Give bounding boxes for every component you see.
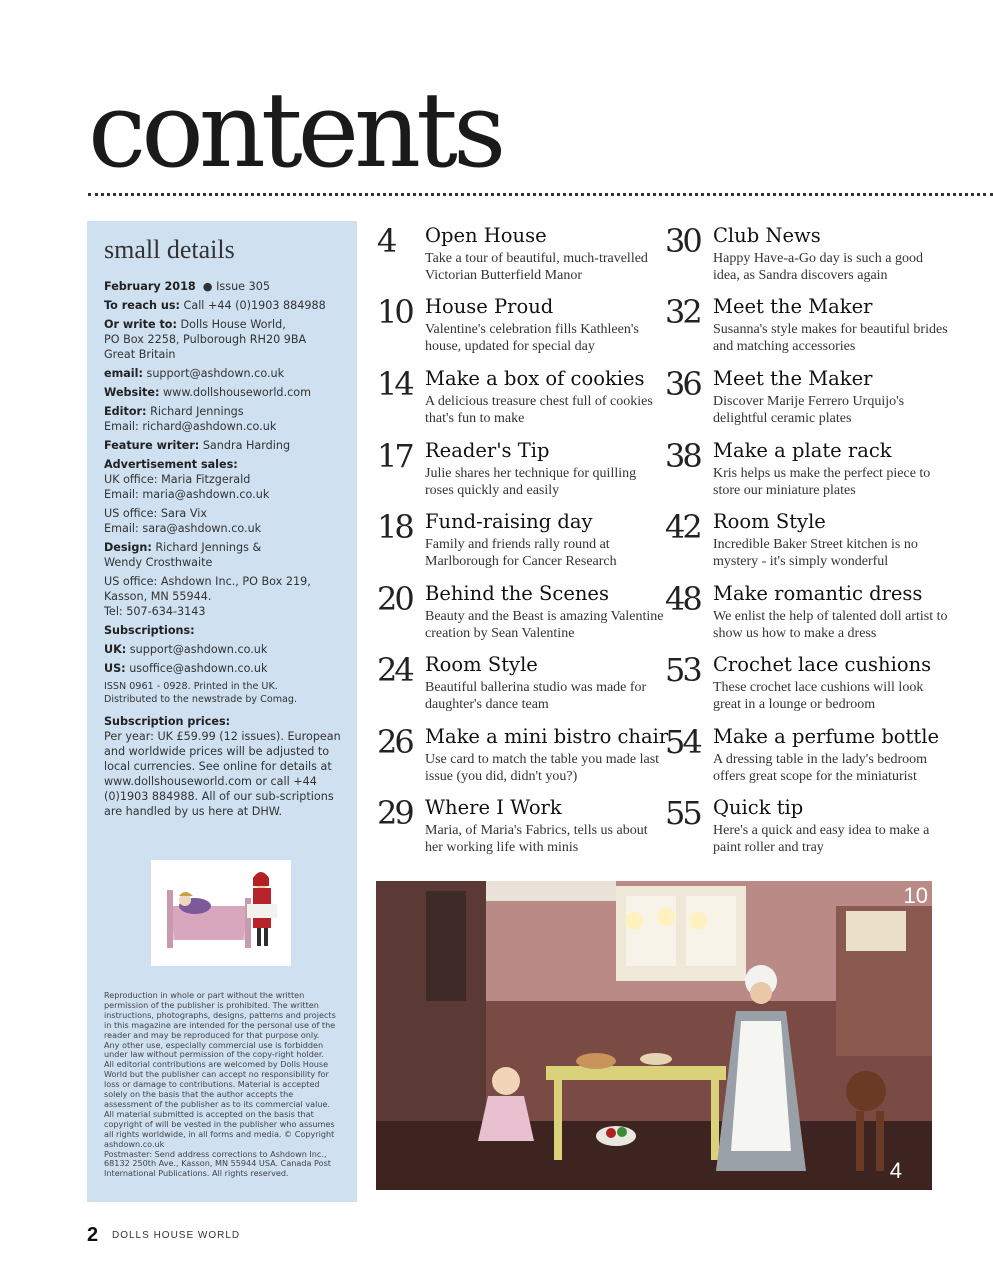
page-number: 54 bbox=[665, 723, 700, 761]
editor-name: Richard Jennings bbox=[150, 405, 244, 418]
address-line: PO Box 2258, Pulborough RH20 9BA bbox=[104, 333, 307, 346]
email-label: email: bbox=[104, 367, 143, 380]
page-number: 53 bbox=[665, 651, 700, 689]
kitchen-scene-photo bbox=[376, 881, 932, 1190]
entry-title[interactable]: Make romantic dress bbox=[713, 582, 923, 605]
reach-value: Call +44 (0)1903 884988 bbox=[183, 299, 326, 312]
design-label: Design: bbox=[104, 541, 152, 554]
legal-text: Reproduction in whole or part without the written permission of the publisher is prohibited. The written instructions, photographs, designs, patterns and projects in this magazine are intended for the personal use of the reader and may be reproduced for that purpose only. Any other use, especially commercial use is forbidden under law without permission of the copy-right holder. All editorial contributions are welcomed by Dolls House World but the publisher can accept no responsibility for loss or damage to contributions. Material is accepted solely on the basis that the author accepts the assessment of the publisher as to its commercial value. All material submitted is accepted on the basis that copyright of will be vested in the publisher who assumes all rights worldwide, in all forms and media. © Copyright ashdown.co.uk bbox=[104, 990, 336, 1149]
address-line: Dolls House World, bbox=[180, 318, 286, 331]
page-number: 18 bbox=[377, 508, 412, 546]
entry-title[interactable]: Reader's Tip bbox=[425, 439, 550, 462]
website-label: Website: bbox=[104, 386, 160, 399]
sidebar-details bbox=[104, 279, 344, 823]
bullet-icon: ● bbox=[199, 280, 217, 293]
email-link[interactable]: support@ashdown.co.uk bbox=[146, 367, 285, 380]
postmaster-text: Postmaster: Send address corrections to Ashdown Inc., 68132 250th Ave., Kasson, MN 55944 USA. Canada Post International Publications. All rights reserved. bbox=[104, 1148, 331, 1179]
entry-description: Beautiful ballerina studio was made for daughter's dance team bbox=[425, 680, 647, 712]
entry-title[interactable]: Make a box of cookies bbox=[425, 367, 645, 390]
subs-label: Subscriptions: bbox=[104, 624, 195, 637]
entry-title[interactable]: Meet the Maker bbox=[713, 295, 873, 318]
ads-uk-email[interactable]: Email: maria@ashdown.co.uk bbox=[104, 488, 270, 501]
entry-title[interactable]: Make a perfume bottle bbox=[713, 725, 939, 748]
subs-us-email[interactable]: usoffice@ashdown.co.uk bbox=[129, 662, 268, 675]
editor-label: Editor: bbox=[104, 405, 147, 418]
photo-page-label: 4 bbox=[889, 1158, 902, 1183]
entry-description: Use card to match the table you made last issue (you did, didn't you?) bbox=[425, 752, 660, 784]
entry-description: Happy Have-a-Go day is such a good idea, as Sandra discovers again bbox=[713, 251, 923, 283]
entry-title[interactable]: Behind the Scenes bbox=[425, 582, 609, 605]
page-number: 30 bbox=[665, 222, 700, 260]
entry-title[interactable]: Quick tip bbox=[713, 796, 804, 819]
subs-us-label: US: bbox=[104, 662, 126, 675]
issue-number: Issue 305 bbox=[216, 280, 270, 293]
page-number: 26 bbox=[377, 723, 412, 761]
entry-title[interactable]: Meet the Maker bbox=[713, 367, 873, 390]
page-number: 32 bbox=[665, 293, 700, 331]
entry-description: Incredible Baker Street kitchen is no mystery - it's simply wonderful bbox=[713, 537, 918, 569]
ads-label: Advertisement sales: bbox=[104, 458, 238, 471]
entry-title[interactable]: Make a plate rack bbox=[713, 439, 892, 462]
small-details-panel bbox=[87, 221, 357, 1202]
page-number: 17 bbox=[377, 437, 412, 475]
entry-description: A dressing table in the lady's bedroom offers great scope for the miniaturist bbox=[713, 752, 928, 784]
ads-uk: UK office: Maria Fitzgerald bbox=[104, 473, 251, 486]
page-number: 29 bbox=[377, 794, 412, 832]
page-number: 24 bbox=[377, 651, 412, 689]
page-number: 4 bbox=[377, 222, 395, 260]
feature-writer: Sandra Harding bbox=[202, 439, 291, 452]
subs-uk-email[interactable]: support@ashdown.co.uk bbox=[129, 643, 268, 656]
page-number: 36 bbox=[665, 365, 700, 403]
editor-email[interactable]: Email: richard@ashdown.co.uk bbox=[104, 420, 277, 433]
entry-title[interactable]: Club News bbox=[713, 224, 821, 247]
magazine-name: DOLLS HOUSE WORLD bbox=[112, 1230, 241, 1241]
entry-description: Valentine's celebration fills Kathleen's house, updated for special day bbox=[425, 322, 639, 354]
entry-title[interactable]: Fund-raising day bbox=[425, 510, 593, 533]
entry-title[interactable]: Crochet lace cushions bbox=[713, 653, 932, 676]
us-office-tel: Tel: 507-634-3143 bbox=[104, 605, 206, 618]
design-names: Richard Jennings & bbox=[155, 541, 262, 554]
page-number: 55 bbox=[665, 794, 700, 832]
page-number: 38 bbox=[665, 437, 700, 475]
entry-description: Family and friends rally round at Marlborough for Cancer Research bbox=[425, 537, 617, 569]
folio-number: 2 bbox=[87, 1224, 99, 1246]
address-line: Great Britain bbox=[104, 348, 176, 361]
entry-title[interactable]: Open House bbox=[425, 224, 547, 247]
entry-description: These crochet lace cushions will look great in a lounge or bedroom bbox=[713, 680, 924, 712]
entry-description: Discover Marije Ferrero Urquijo's delightful ceramic plates bbox=[713, 394, 905, 426]
legal-notice bbox=[104, 991, 336, 1179]
entry-description: Maria, of Maria's Fabrics, tells us about her working life with minis bbox=[425, 823, 648, 855]
page-number: 10 bbox=[377, 293, 412, 331]
entry-description: A delicious treasure chest full of cookies that's fun to make bbox=[425, 394, 653, 426]
sidebar-title: small details bbox=[104, 235, 235, 264]
us-office: US office: Ashdown Inc., PO Box 219, bbox=[104, 575, 311, 588]
prices-text: Per year: UK £59.99 (12 issues). European and worldwide prices will be adjusted to local currencies. See online for details at www.dollshouseworld.com or call +44 (0)1903 884988. All of our sub-scriptions are handled by us here at DHW. bbox=[104, 730, 341, 818]
dotted-divider bbox=[88, 193, 993, 196]
entry-title[interactable]: Room Style bbox=[713, 510, 826, 533]
entry-title[interactable]: House Proud bbox=[425, 295, 554, 318]
page-number: 14 bbox=[377, 365, 412, 403]
distrib-line: Distributed to the newstrade by Comag. bbox=[104, 694, 298, 705]
doll-bed-photo bbox=[151, 860, 291, 966]
entry-title[interactable]: Room Style bbox=[425, 653, 538, 676]
page-number: 42 bbox=[665, 508, 700, 546]
photo-page-label: 10 bbox=[903, 883, 928, 908]
page-title: contents bbox=[88, 69, 502, 191]
entry-description: Here's a quick and easy idea to make a paint roller and tray bbox=[713, 823, 930, 855]
prices-label: Subscription prices: bbox=[104, 715, 231, 728]
subs-uk-label: UK: bbox=[104, 643, 127, 656]
reach-label: To reach us: bbox=[104, 299, 180, 312]
design-names-2: Wendy Crosthwaite bbox=[104, 556, 213, 569]
issn-line: ISSN 0961 - 0928. Printed in the UK. bbox=[104, 681, 278, 692]
entry-description: Beauty and the Beast is amazing Valentine creation by Sean Valentine bbox=[425, 609, 664, 641]
page-number: 20 bbox=[377, 580, 412, 618]
page-number: 48 bbox=[665, 580, 700, 618]
ads-us-email[interactable]: Email: sara@ashdown.co.uk bbox=[104, 522, 262, 535]
issue-month: February 2018 bbox=[104, 280, 196, 293]
entry-description: Susanna's style makes for beautiful brides and matching accessories bbox=[713, 322, 948, 354]
entry-description: Kris helps us make the perfect piece to store our miniature plates bbox=[713, 466, 931, 498]
us-office: Kasson, MN 55944. bbox=[104, 590, 212, 603]
feature-label: Feature writer: bbox=[104, 439, 200, 452]
entry-description: Julie shares her technique for quilling roses quickly and easily bbox=[425, 466, 637, 498]
website-link[interactable]: www.dollshouseworld.com bbox=[163, 386, 311, 399]
entry-description: Take a tour of beautiful, much-travelled Victorian Butterfield Manor bbox=[425, 251, 648, 283]
write-label: Or write to: bbox=[104, 318, 177, 331]
entry-title[interactable]: Where I Work bbox=[425, 796, 562, 819]
entry-description: We enlist the help of talented doll artist to show us how to make a dress bbox=[713, 609, 948, 641]
entry-title[interactable]: Make a mini bistro chair bbox=[425, 725, 669, 748]
ads-us: US office: Sara Vix bbox=[104, 507, 207, 520]
